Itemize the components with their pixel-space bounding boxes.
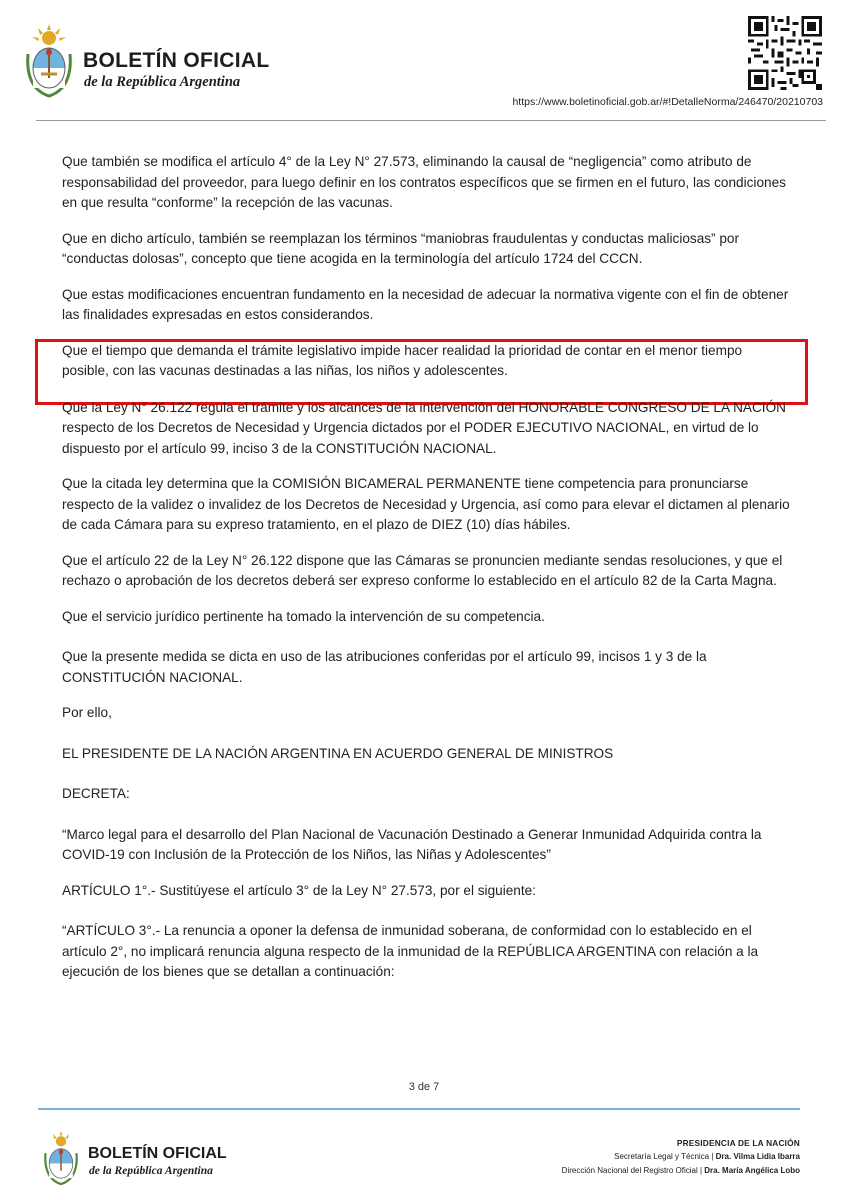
paragraph-bicameral-commission: Que la citada ley determina que la COMISIÓN BICAMERAL PERMANENTE tiene competencia para pronunciarse respecto de la validez o invalidez de los Decretos de Necesidad y Urgencia, así como para elevar el dictamen al plenario de cada Cámara para su expreso tratamiento, en el plazo de DIEZ (10) días hábiles. (62, 476, 790, 532)
footer-credit-line-2: Dirección Nacional del Registro Oficial | Dra. María Angélica Lobo (561, 1166, 800, 1175)
header-divider (36, 120, 826, 121)
footer-line2-name: Dra. María Angélica Lobo (704, 1166, 800, 1175)
footer-credit-line-1: Secretaría Legal y Técnica | Dra. Vilma Lidia Ibarra (614, 1152, 800, 1161)
header-subtitle: de la República Argentina (84, 74, 241, 90)
argentina-coat-of-arms-icon (42, 1131, 80, 1187)
paragraph-article-3-text: “ARTÍCULO 3°.- La renuncia a oponer la defensa de inmunidad soberana, de conformidad con lo establecido en el artículo 2°, no implicará renuncia alguna respecto de la inmunidad de la REPÚBLICA ARGENTINA con relación a la ejecución de los bienes que se detallan a continuación: (62, 923, 759, 979)
paragraph-legal-service: Que el servicio jurídico pertinente ha tomado la intervención de su competencia. (62, 608, 545, 624)
paragraph-president: EL PRESIDENTE DE LA NACIÓN ARGENTINA EN ACUERDO GENERAL DE MINISTROS (62, 745, 614, 761)
paragraph-decreta: DECRETA: (62, 786, 130, 801)
footer-credits (562, 1136, 800, 1178)
footer-line1-org: Secretaría Legal y Técnica (614, 1152, 710, 1161)
page-header (0, 0, 848, 124)
footer-line2-org: Dirección Nacional del Registro Oficial (561, 1166, 698, 1175)
paragraph-por-ello: Por ello, (62, 705, 112, 720)
paragraph-attributions: Que la presente medida se dicta en uso de las atribuciones conferidas por el artículo 99, incisos 1 y 3 de la CONSTITUCIÓN NACIONAL. (62, 649, 707, 685)
argentina-coat-of-arms-icon (24, 24, 74, 100)
paragraph-law-26122: Que la Ley N° 26.122 regula el trámite y los alcances de la intervención del HONORABLE CONGRESO DE LA NACIÓN respecto de los Decretos de Necesidad y Urgencia dictados por el PODER EJECUTIVO NACIONAL, en virtud de lo dispuesto por el artículo 99, inciso 3 de la CONSTITUCIÓN NACIONAL. (62, 399, 786, 456)
paragraph-modification-art4: Que también se modifica el artículo 4° de la Ley N° 27.573, eliminando la causal de “negligencia” como atributo de responsabilidad del proveedor, para luego definir en los contratos específicos que se firmen en el futuro, las condiciones en que resulta “conforme” la recepción de las vacunas. (62, 154, 786, 210)
footer-title: BOLETÍN OFICIAL (88, 1145, 227, 1162)
paragraph-legal-framework-title: “Marco legal para el desarrollo del Plan Nacional de Vacunación Destinado a Generar Inmunidad Adquirida contra la COVID-19 con Inclusión de la Protección de los Niños, las Niñas y Adolescentes” (62, 826, 762, 862)
document-url[interactable]: https://www.boletinoficial.gob.ar/#!DetalleNorma/246470/20210703 (512, 96, 823, 108)
footer-presidency: PRESIDENCIA DE LA NACIÓN (676, 1138, 800, 1148)
header-title: BOLETÍN OFICIAL (83, 49, 270, 72)
footer-divider (38, 1108, 800, 1110)
paragraph-foundation: Que estas modificaciones encuentran fundamento en la necesidad de adecuar la normativa vigente con el fin de obtener las finalidades expresadas en estos considerandos. (62, 286, 789, 322)
footer-line1-name: Dra. Vilma Lidia Ibarra (715, 1152, 800, 1161)
footer-subtitle: de la República Argentina (89, 1165, 213, 1177)
document-body (62, 152, 792, 998)
qr-code-icon[interactable] (748, 16, 822, 90)
paragraph-article-1: ARTÍCULO 1°.- Sustitúyese el artículo 3° de la Ley N° 27.573, por el siguiente: (62, 882, 536, 898)
paragraph-replaced-terms: Que en dicho artículo, también se reemplazan los términos “maniobras fraudulentas y conductas maliciosas” por “conductas dolosas”, concepto que tiene acogida en la terminología del artículo 1724 del CCCN. (62, 230, 739, 266)
page-number: 3 de 7 (408, 1081, 440, 1093)
paragraph-article-22: Que el artículo 22 de la Ley N° 26.122 dispone que las Cámaras se pronuncien mediante sendas resoluciones, y que el rechazo o aprobación de los decretos deberá ser expreso conforme lo establecido en el artículo 82 de la Carta Magna. (62, 552, 783, 588)
paragraph-highlighted-legislative-time: Que el tiempo que demanda el trámite legislativo impide hacer realidad la prioridad de contar en el menor tiempo posible, con las vacunas destinadas a las niñas, los niños y adolescentes. (62, 342, 743, 378)
